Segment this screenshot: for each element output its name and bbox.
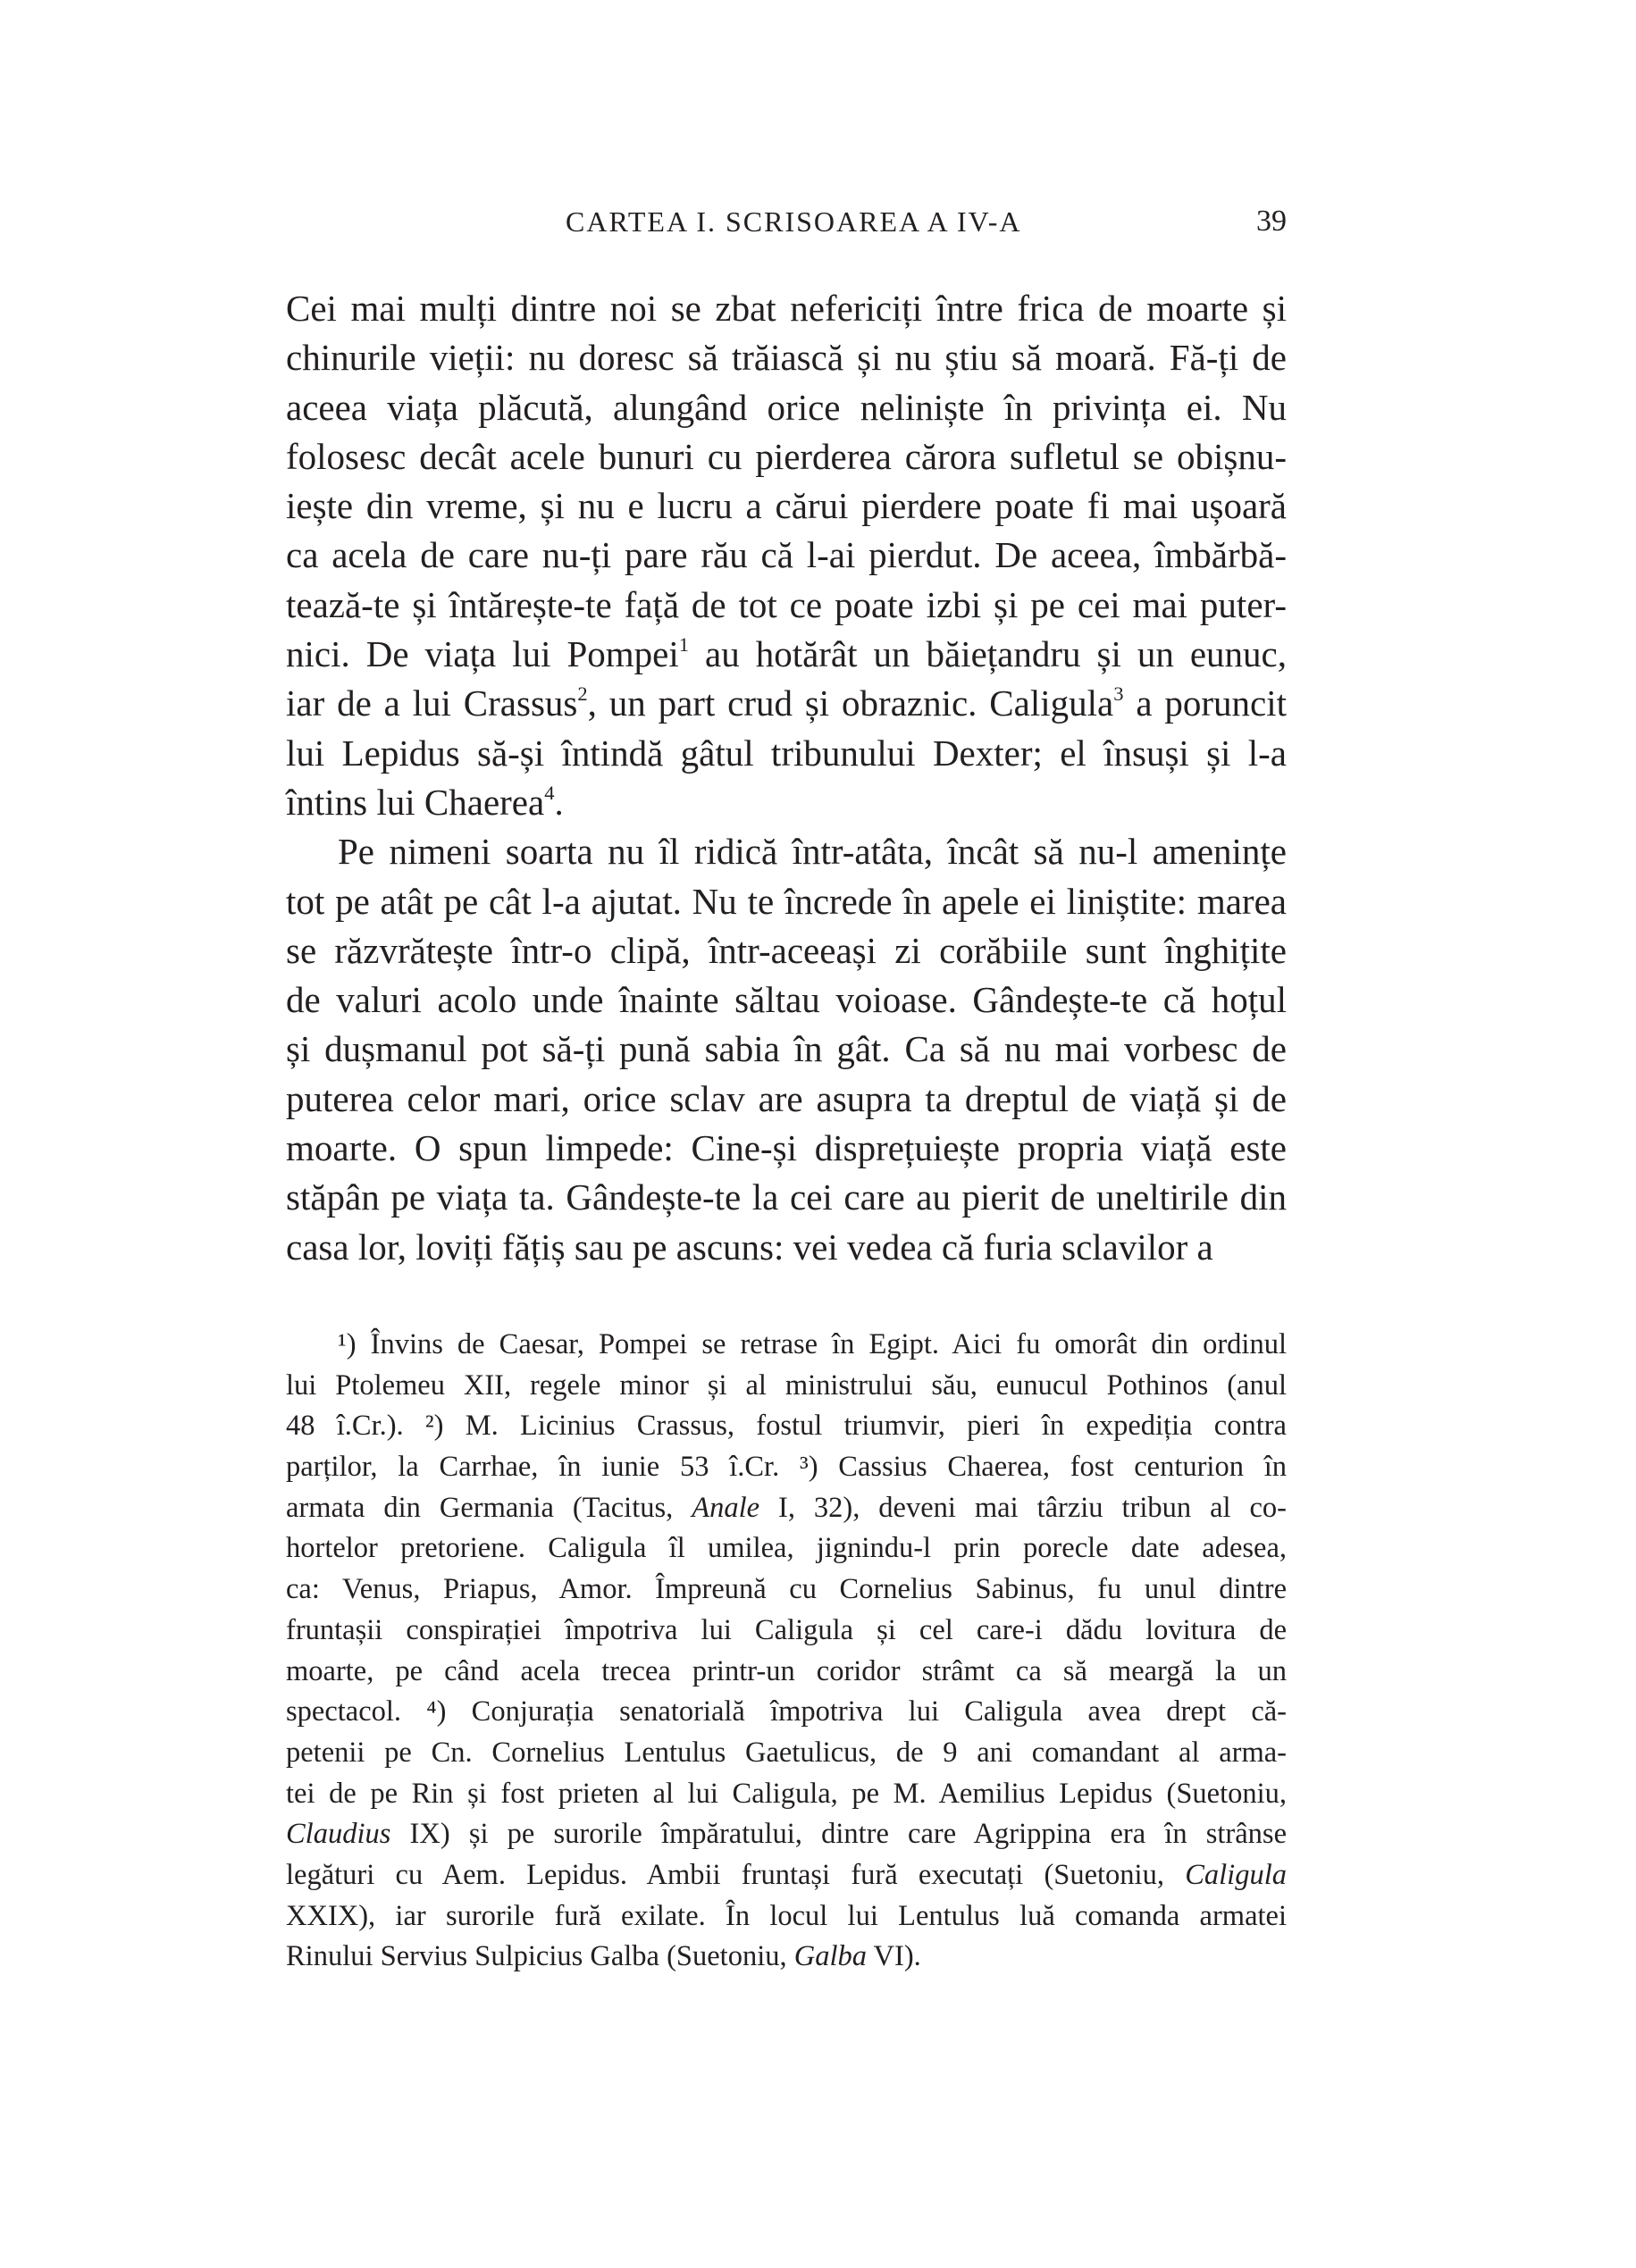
italic-title: Caligula — [1185, 1858, 1287, 1891]
text-line: tot pe atât pe cât l-a ajutat. Nu te încrede în apele ei liniștite: marea — [286, 880, 1287, 922]
footnotes — [286, 1325, 1287, 1978]
italic-title: Claudius — [286, 1818, 391, 1851]
text-line: folosesc decât acele bunuri cu pierderea cărora sufletul se obișnu- — [286, 435, 1287, 477]
text-line: se răzvrătește într-o clipă, într-aceeași zi corăbiile sunt înghițite — [286, 929, 1287, 971]
footnote-line: 48 î.Cr.). ²) M. Licinius Crassus, fostul triumvir, pieri în expediția contra — [286, 1410, 1287, 1443]
footnote-line: Rinului Servius Sulpicius Galba (Suetoniu, Galba VI). — [286, 1940, 921, 1973]
text-line: casa lor, loviți fățiș sau pe ascuns: vei vedea că furia sclavilor a — [286, 1226, 1213, 1268]
text-line: puterea celor mari, orice sclav are asupra ta dreptul de viață și de — [286, 1077, 1287, 1119]
footnote-line: moarte, pe când acela trecea printr-un coridor strâmt ca să meargă la un — [286, 1654, 1287, 1687]
text-line: ca acela de care nu-ți pare rău că l-ai pierdut. De aceea, îmbărbă- — [286, 534, 1287, 576]
footnote-line: spectacol. ⁴) Conjurația senatorială împotriva lui Caligula avea drept că- — [286, 1695, 1287, 1728]
text-line: de valuri acolo unde înainte săltau voioase. Gândește-te că hoțul — [286, 979, 1287, 1021]
footnote-ref: 4 — [544, 782, 555, 805]
text-line: aceea viața plăcută, alungând orice neliniște în privința ei. Nu — [286, 386, 1287, 428]
footnote-line: parților, la Carrhae, în iunie 53 î.Cr. ³) Cassius Chaerea, fost centurion în — [286, 1451, 1287, 1484]
footnote-line: hortelor pretoriene. Caligula îl umilea, jignindu-l prin porecle date adesea, — [286, 1532, 1287, 1565]
text-line: Cei mai mulți dintre noi se zbat nefericiți între frica de moarte și — [286, 288, 1287, 329]
footnote-line: ca: Venus, Priapus, Amor. Împreună cu Cornelius Sabinus, fu unul dintre — [286, 1573, 1287, 1606]
footnote-line: petenii pe Cn. Cornelius Lentulus Gaetulicus, de 9 ani comandant al arma- — [286, 1736, 1287, 1769]
footnote-ref: 2 — [577, 682, 588, 706]
text-line: lui Lepidus să-și întindă gâtul tribunului Dexter; el însuși și l-a — [286, 732, 1287, 774]
main-text — [286, 284, 1287, 1272]
footnote-line: XXIX), iar surorile fură exilate. În locul lui Lentulus luă comanda armatei — [286, 1899, 1287, 1932]
footnote-line: fruntașii conspirației împotriva lui Caligula și cel care-i dădu lovitura de — [286, 1613, 1287, 1646]
footnote-line: ¹) Învins de Caesar, Pompei se retrase în Egipt. Aici fu omorât din ordinul — [338, 1328, 1287, 1360]
text-line: Pe nimeni soarta nu îl ridică într-atâta, încât să nu-l amenințe — [338, 831, 1287, 873]
footnote-ref: 1 — [678, 633, 690, 657]
footnote-line: legături cu Aem. Lepidus. Ambii fruntași fură executați (Suetoniu, Caligula — [286, 1858, 1287, 1891]
text-line: tează-te și întărește-te față de tot ce poate izbi și pe cei mai puter- — [286, 583, 1287, 625]
text-line: nici. De viața lui Pompei$^1$ au hotărât un băiețandru și un eunuc, — [286, 633, 1287, 675]
text-line: iar de a lui Crassus$^2$, un part crud și obraznic. Caligula$^3$ a poruncit — [286, 682, 1288, 724]
text-line: moarte. O spun limpede: Cine-și disprețuiește propria viață este — [286, 1127, 1287, 1169]
text-line: iește din vreme, și nu e lucru a cărui pierdere poate fi mai ușoară — [286, 485, 1287, 527]
text-line: întins lui Chaerea$^4$. — [286, 781, 564, 823]
footnote-ref: 3 — [1113, 682, 1124, 706]
text-line: și dușmanul pot să-ți pună sabia în gât. Ca să nu mai vorbesc de — [286, 1028, 1287, 1070]
footnote-line: lui Ptolemeu XII, regele minor și al ministrului său, eunucul Pothinos (anul — [286, 1368, 1287, 1402]
running-head-title: CARTEA I. SCRISOAREA A IV-A — [566, 205, 1022, 238]
text-line: stăpân pe viața ta. Gândește-te la cei care au pierit de uneltirile din — [286, 1176, 1287, 1218]
footnote-line: Claudius IX) și pe surorile împăratului, dintre care Agrippina era în strânse — [286, 1818, 1287, 1851]
italic-title: Anale — [692, 1491, 760, 1524]
page-number: 39 — [1256, 205, 1287, 238]
footnote-line: armata din Germania (Tacitus, Anale I, 32), deveni mai târziu tribun al co- — [286, 1491, 1288, 1524]
footnote-line: tei de pe Rin și fost prieten al lui Caligula, pe M. Aemilius Lepidus (Suetoniu, — [286, 1777, 1287, 1810]
text-line: chinurile vieții: nu doresc să trăiască și nu știu să moară. Fă-ți de — [286, 337, 1287, 379]
italic-title: Galba — [793, 1940, 867, 1973]
running-head — [286, 202, 1287, 241]
